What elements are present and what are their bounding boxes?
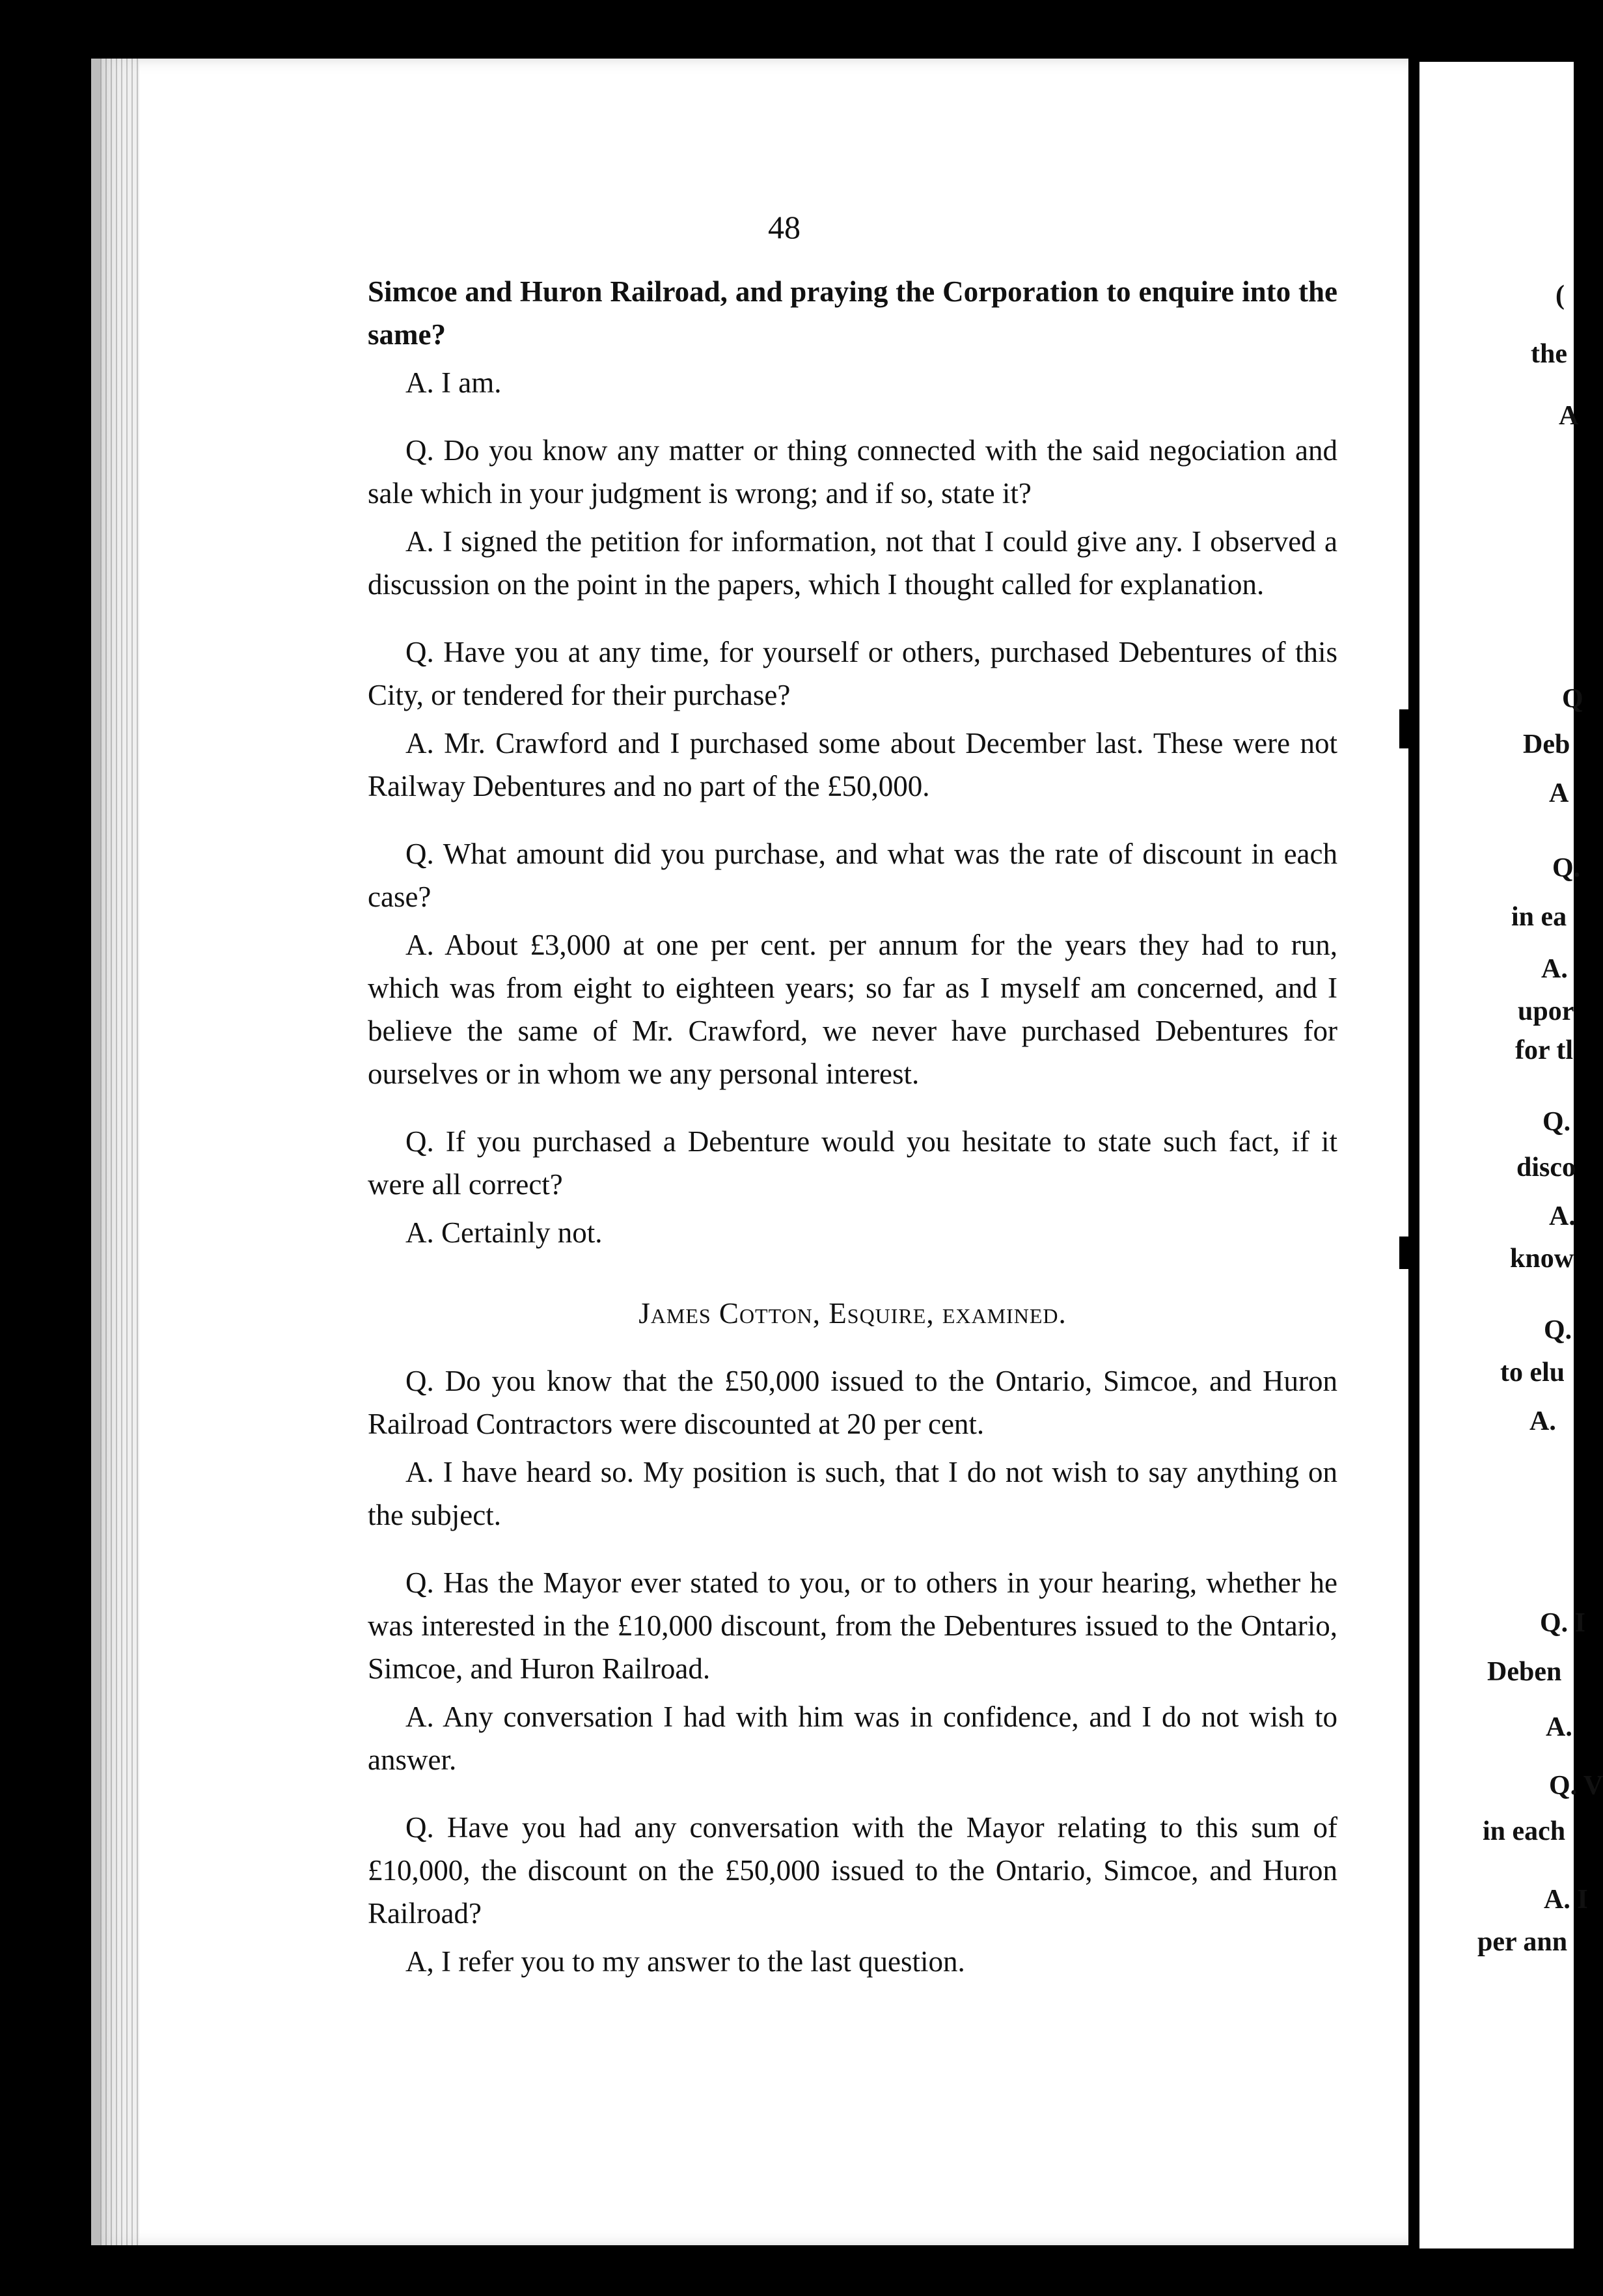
right-page-line-fragment: Deben <box>1487 1657 1562 1687</box>
page-gutter-edge <box>100 59 139 2245</box>
question-paragraph: Q. Have you at any time, for yourself or others, purchased Debentures of this City, or tendered for their purchase? <box>368 636 1337 711</box>
binding-tab-mark <box>1399 709 1416 748</box>
answer-paragraph: A, I refer you to my answer to the last question. <box>405 1945 965 1978</box>
binding-tab-mark <box>1399 1237 1416 1269</box>
answer-paragraph: A. I have heard so. My position is such, that I do not wish to say anything on the subject. <box>368 1456 1337 1531</box>
answer-paragraph: A. About £3,000 at one per cent. per annum for the years they had to run, which was from eight to eighteen years; so far as I myself am concerned, and I believe the same of Mr. Crawford, we never have purchased Debentures for ourselves or in whom we any personal interest. <box>368 929 1337 1090</box>
right-page-line-fragment: A <box>1559 401 1579 431</box>
right-page-line-fragment: disco <box>1516 1153 1576 1182</box>
right-page-line-fragment: A. <box>1529 1406 1556 1436</box>
right-page-line-fragment: A. <box>1546 1712 1572 1742</box>
right-page-line-fragment: Q <box>1562 684 1583 714</box>
right-page-line-fragment: A. <box>1549 1201 1576 1231</box>
testimony-entries <box>368 361 1337 1983</box>
right-page-line-fragment: Q. <box>1552 853 1581 883</box>
right-page-line-fragment: per ann <box>1477 1927 1568 1957</box>
right-page-line-fragment: Q. I <box>1540 1608 1586 1638</box>
answer-paragraph: A. Any conversation I had with him was in confidence, and I do not wish to answer. <box>368 1701 1337 1776</box>
right-page-line-fragment: upor <box>1518 996 1574 1026</box>
witness-heading: James Cotton, Esquire, examined. <box>638 1297 1067 1330</box>
answer-paragraph: A. Certainly not. <box>405 1216 603 1249</box>
question-paragraph: Q. What amount did you purchase, and what was the rate of discount in each case? <box>368 838 1337 913</box>
right-page-line-fragment: in each <box>1483 1816 1566 1846</box>
question-paragraph: Q. Have you had any conversation with the Mayor relating to this sum of £10,000, the discount on the £50,000 issued to the Ontario, Simcoe, and Huron Railroad? <box>368 1811 1337 1930</box>
answer-paragraph: A. I signed the petition for information, not that I could give any. I observed a discussion on the point in the papers, which I thought called for explanation. <box>368 525 1337 601</box>
right-page-line-fragment: Q. <box>1542 1107 1571 1137</box>
answer-paragraph: A. I am. <box>405 366 502 399</box>
page-body-text <box>368 270 1337 1988</box>
question-paragraph: Q. Do you know any matter or thing connected with the said negociation and sale which in your judgment is wrong; and if so, state it? <box>368 434 1337 510</box>
question-paragraph: Q. Has the Mayor ever stated to you, or to others in your hearing, whether he was interested in the £10,000 discount, from the Debentures issued to the Ontario, Simcoe, and Huron Railroad. <box>368 1566 1337 1685</box>
right-page-line-fragment: to elu <box>1500 1358 1565 1387</box>
right-page-line-fragment: Q. V <box>1549 1771 1603 1801</box>
right-page-line-fragment: Q. <box>1544 1315 1572 1345</box>
page-number: 48 <box>768 209 801 245</box>
right-page-line-fragment: in ea <box>1511 902 1567 932</box>
answer-paragraph: A. Mr. Crawford and I purchased some about December last. These were not Railway Debentures and no part of the £50,000. <box>368 727 1337 802</box>
right-page-line-fragment: for tl <box>1515 1035 1574 1065</box>
right-page-line-fragment: know <box>1510 1244 1574 1274</box>
right-page-line-fragment: A. <box>1541 954 1568 984</box>
right-page-line-fragment: Deb <box>1523 730 1570 759</box>
question-paragraph: Q. If you purchased a Debenture would you hesitate to state such fact, if it were all correct? <box>368 1125 1337 1201</box>
question-paragraph: Q. Do you know that the £50,000 issued to the Ontario, Simcoe, and Huron Railroad Contractors were discounted at 20 per cent. <box>368 1365 1337 1440</box>
right-page-line-fragment: A <box>1549 778 1569 808</box>
opening-paragraph: Simcoe and Huron Railroad, and praying the Corporation to enquire into the same? <box>368 275 1337 351</box>
right-page-line-fragment: A. I <box>1544 1885 1588 1915</box>
right-page-line-fragment: the <box>1531 339 1567 369</box>
right-page-line-fragment: ( <box>1555 280 1565 310</box>
